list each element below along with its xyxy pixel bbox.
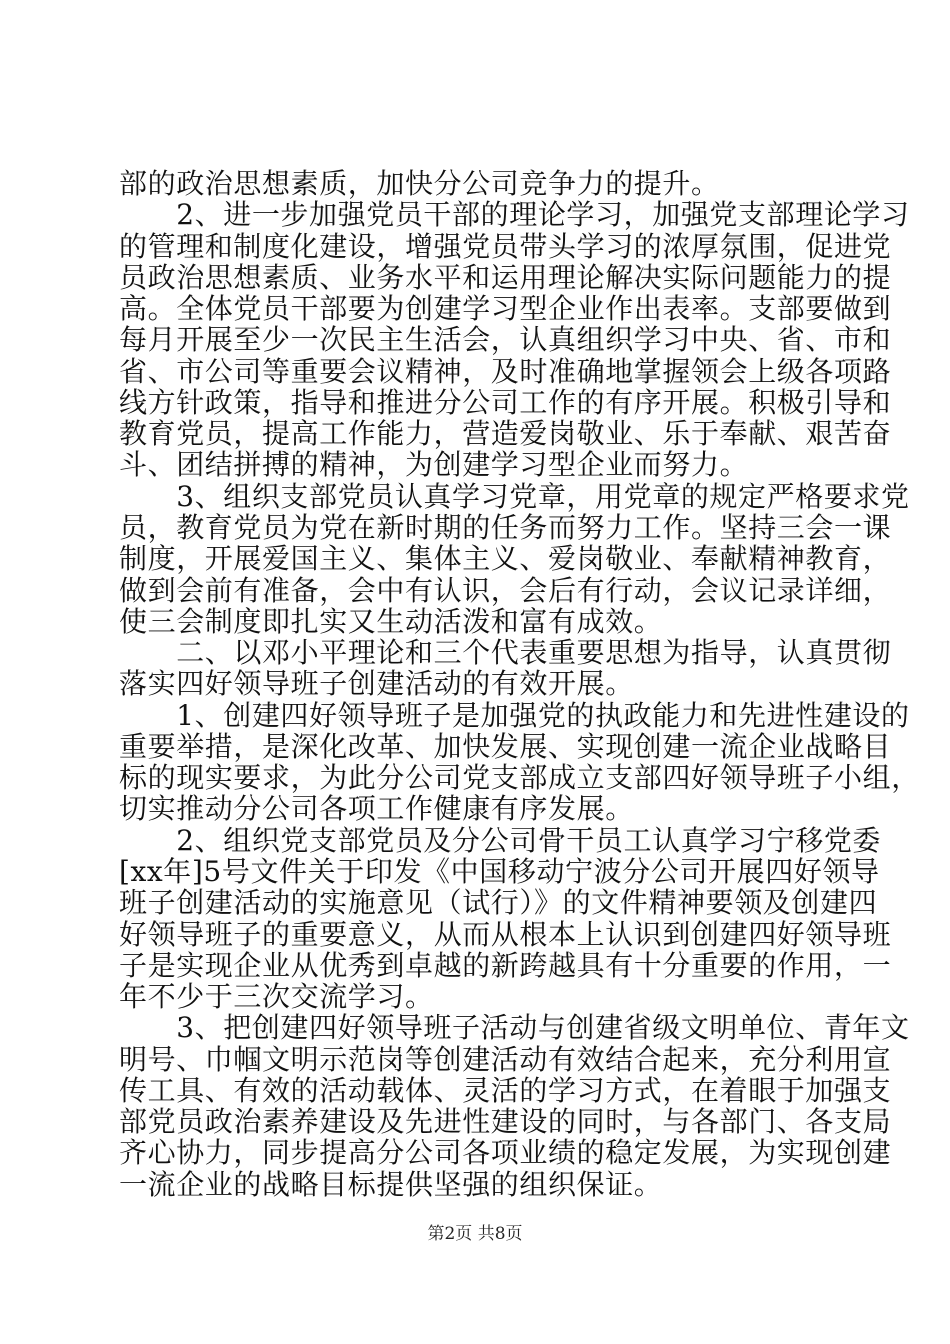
text-line: 传工具、有效的活动载体、灵活的学习方式，在着眼于加强支 xyxy=(119,1074,892,1107)
text-line: 3、组织支部党员认真学习党章，用党章的规定严格要求党 xyxy=(119,480,910,513)
page-footer: 第2页 共8页 xyxy=(427,1224,523,1244)
text-line: 2、组织党支部党员及分公司骨干员工认真学习宁移党委 xyxy=(119,824,882,857)
text-line: 子是实现企业从优秀到卓越的新跨越具有十分重要的作用，一 xyxy=(119,949,892,982)
text-line: 员，教育党员为党在新时期的任务而努力工作。坚持三会一课 xyxy=(119,511,892,544)
text-line: 员政治思想素质、业务水平和运用理论解决实际问题能力的提 xyxy=(119,261,892,294)
text-line: 齐心协力，同步提高分公司各项业绩的稳定发展，为实现创建 xyxy=(119,1136,892,1169)
text-line: 好领导班子的重要意义，从而从根本上认识到创建四好领导班 xyxy=(119,918,892,951)
text-line: 制度，开展爱国主义、集体主义、爱岗敬业、奉献精神教育， xyxy=(119,542,892,575)
text-line: 每月开展至少一次民主生活会，认真组织学习中央、省、市和 xyxy=(119,323,892,356)
text-line: 使三会制度即扎实又生动活泼和富有成效。 xyxy=(119,605,663,638)
text-line: 1、创建四好领导班子是加强党的执政能力和先进性建设的 xyxy=(119,699,910,732)
text-line: 高。全体党员干部要为创建学习型企业作出表率。支部要做到 xyxy=(119,292,892,325)
text-line: 教育党员，提高工作能力，营造爱岗敬业、乐于奉献、艰苦奋 xyxy=(119,417,892,450)
text-line: 线方针政策，指导和推进分公司工作的有序开展。积极引导和 xyxy=(119,386,892,419)
text-line: 年不少于三次交流学习。 xyxy=(119,980,434,1013)
text-line: 标的现实要求，为此分公司党支部成立支部四好领导班子小组， xyxy=(119,761,920,794)
text-line: 斗、团结拼搏的精神，为创建学习型企业而努力。 xyxy=(119,448,749,481)
text-line: [xx年]5号文件关于印发《中国移动宁波分公司开展四好领导 xyxy=(119,855,880,888)
text-line: 做到会前有准备，会中有认识，会后有行动，会议记录详细， xyxy=(119,574,892,607)
text-line: 一流企业的战略目标提供坚强的组织保证。 xyxy=(119,1168,663,1201)
text-line: 部党员政治素养建设及先进性建设的同时，与各部门、各支局 xyxy=(119,1105,892,1138)
text-line: 落实四好领导班子创建活动的有效开展。 xyxy=(119,667,634,700)
text-line: 部的政治思想素质，加快分公司竞争力的提升。 xyxy=(119,167,720,200)
text-line: 的管理和制度化建设，增强党员带头学习的浓厚氛围，促进党 xyxy=(119,230,892,263)
text-line: 重要举措，是深化改革、加快发展、实现创建一流企业战略目 xyxy=(119,730,892,763)
text-line: 二、以邓小平理论和三个代表重要思想为指导，认真贯彻 xyxy=(119,636,892,669)
text-line: 明号、巾帼文明示范岗等创建活动有效结合起来，充分利用宣 xyxy=(119,1043,892,1076)
text-line: 省、市公司等重要会议精神，及时准确地掌握领会上级各项路 xyxy=(119,355,892,388)
text-line: 2、进一步加强党员干部的理论学习，加强党支部理论学习 xyxy=(119,198,910,231)
text-line: 班子创建活动的实施意见（试行）》的文件精神要领及创建四 xyxy=(119,886,878,919)
text-line: 切实推动分公司各项工作健康有序发展。 xyxy=(119,792,634,825)
text-line: 3、把创建四好领导班子活动与创建省级文明单位、青年文 xyxy=(119,1011,910,1044)
